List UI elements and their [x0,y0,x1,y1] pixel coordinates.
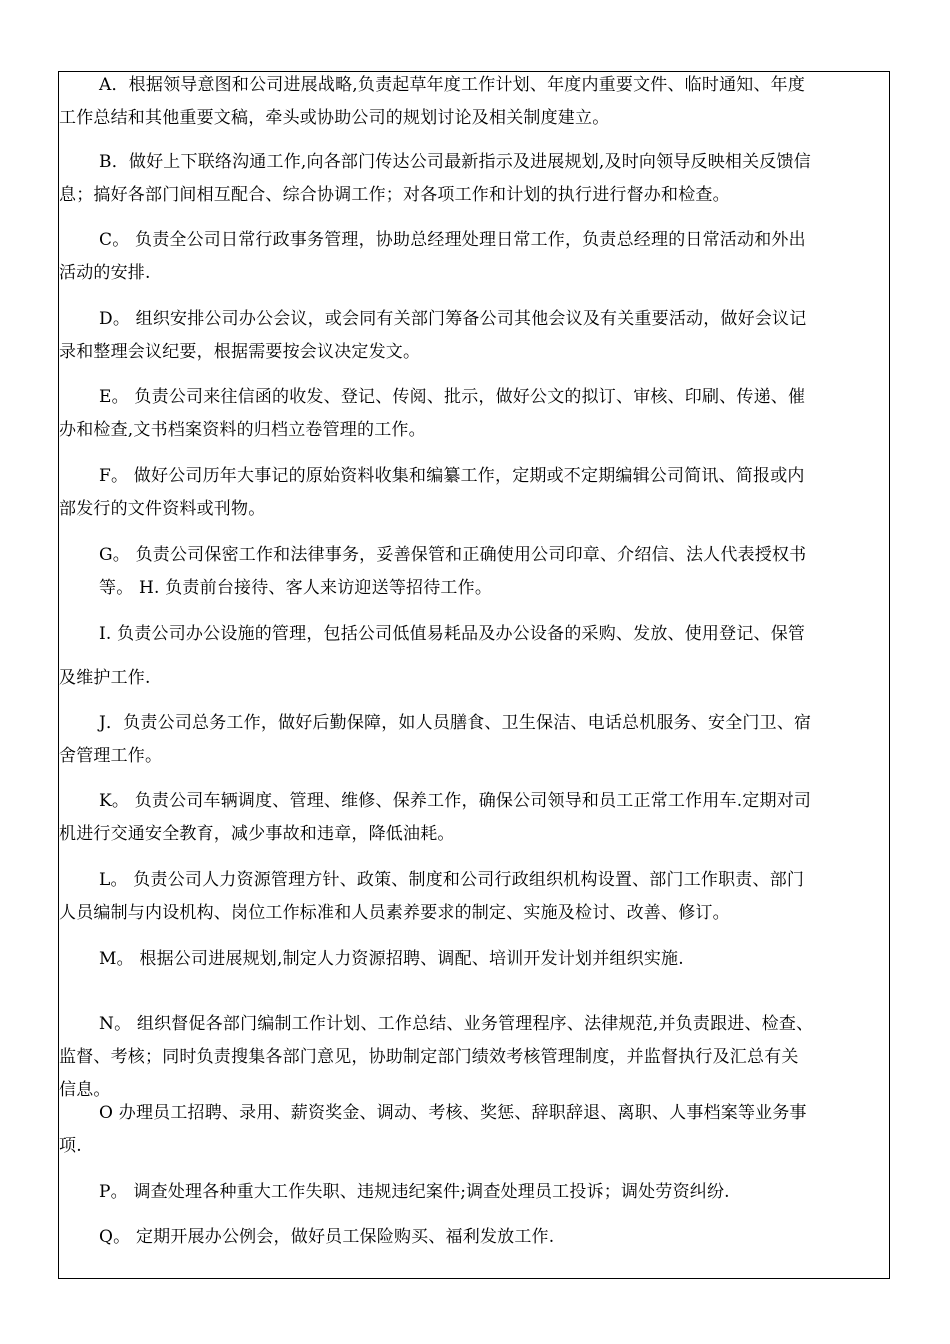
paragraph-line: B．做好上下联络沟通工作,向各部门传达公司最新指示及进展规划,及时向领导反映相关反馈信 [99,152,811,172]
paragraph-p [59,1176,885,1209]
paragraph-f [59,460,885,526]
paragraph-line: 项. [59,1136,82,1156]
paragraph-line: F。 做好公司历年大事记的原始资料收集和编纂工作，定期或不定期编辑公司简讯、简报或内 [99,466,805,486]
paragraph-e [59,381,885,447]
paragraph-i [59,618,885,695]
paragraph-line: M。 根据公司进展规划,制定人力资源招聘、调配、培训开发计划并组织实施. [99,949,684,969]
paragraph-line: D。 组织安排公司办公会议，或会同有关部门筹备公司其他会议及有关重要活动，做好会议记 [99,309,807,329]
paragraph-q [59,1221,885,1254]
paragraph-l [59,864,885,930]
paragraph-k [59,785,885,851]
paragraph-line: P。 调查处理各种重大工作失职、违规违纪案件;调查处理员工投诉；调处劳资纠纷. [99,1182,730,1202]
paragraph-line: 等。 H. 负责前台接待、客人来访迎送等招待工作。 [99,578,493,598]
paragraph-line: 息；搞好各部门间相互配合、综合协调工作；对各项工作和计划的执行进行督办和检查。 [59,185,730,205]
paragraph-line: 录和整理会议纪要，根据需要按会议决定发文。 [59,342,421,362]
paragraph-line: L。 负责公司人力资源管理方针、政策、制度和公司行政组织机构设置、部门工作职责、部门 [99,870,805,890]
paragraph-line: 机进行交通安全教育，减少事故和违章，降低油耗。 [59,824,455,844]
paragraph-line: A．根据领导意图和公司进展战略,负责起草年度工作计划、年度内重要文件、临时通知、年度 [99,75,806,95]
paragraph-line: 活动的安排. [59,263,151,283]
paragraph-line: C。 负责全公司日常行政事务管理，协助总经理处理日常工作，负责总经理的日常活动和外出 [99,230,806,250]
paragraph-line: K。 负责公司车辆调度、管理、维修、保养工作，确保公司领导和员工正常工作用车.定期对司 [99,791,812,811]
paragraph-line: I. 负责公司办公设施的管理，包括公司低值易耗品及办公设备的采购、发放、使用登记、保管 [99,624,806,644]
paragraph-m [59,943,885,976]
paragraph-n [59,1008,885,1107]
paragraph-line: 及维护工作. [59,668,151,688]
paragraph-b [59,146,885,212]
paragraph-j [59,707,885,773]
paragraph-line: 部发行的文件资料或刊物。 [59,499,266,519]
paragraph-line: N。 组织督促各部门编制工作计划、工作总结、业务管理程序、法律规范,并负责跟进、检查、 [99,1014,814,1034]
paragraph-line: 信息。 [59,1080,111,1100]
paragraph-c [59,224,885,290]
paragraph-line: E。 负责公司来往信函的收发、登记、传阅、批示，做好公文的拟订、审核、印刷、传递、催 [99,387,806,407]
paragraph-g-h [59,539,885,605]
paragraph-line: 监督、考核；同时负责搜集各部门意见，协助制定部门绩效考核管理制度，并监督执行及汇总有关 [59,1047,799,1067]
paragraph-line: 办和检查,文书档案资料的归档立卷管理的工作。 [59,420,426,440]
paragraph-line: O 办理员工招聘、录用、薪资奖金、调动、考核、奖惩、辞职辞退、离职、人事档案等业务事 [99,1103,807,1123]
paragraph-line: G。 负责公司保密工作和法律事务，妥善保管和正确使用公司印章、介绍信、法人代表授权书 [99,545,807,565]
paragraph-line: J．负责公司总务工作，做好后勤保障，如人员膳食、卫生保洁、电话总机服务、安全门卫、宿 [99,713,812,733]
paragraph-line: Q。 定期开展办公例会，做好员工保险购买、福利发放工作. [99,1227,555,1247]
paragraph-line: 人员编制与内设机构、岗位工作标准和人员素养要求的制定、实施及检讨、改善、修订。 [59,903,730,923]
paragraph-line: 舍管理工作。 [59,746,163,766]
paragraph-d [59,303,885,369]
paragraph-a [59,69,885,135]
paragraph-line: 工作总结和其他重要文稿，牵头或协助公司的规划讨论及相关制度建立。 [59,108,610,128]
paragraph-o [59,1097,885,1163]
